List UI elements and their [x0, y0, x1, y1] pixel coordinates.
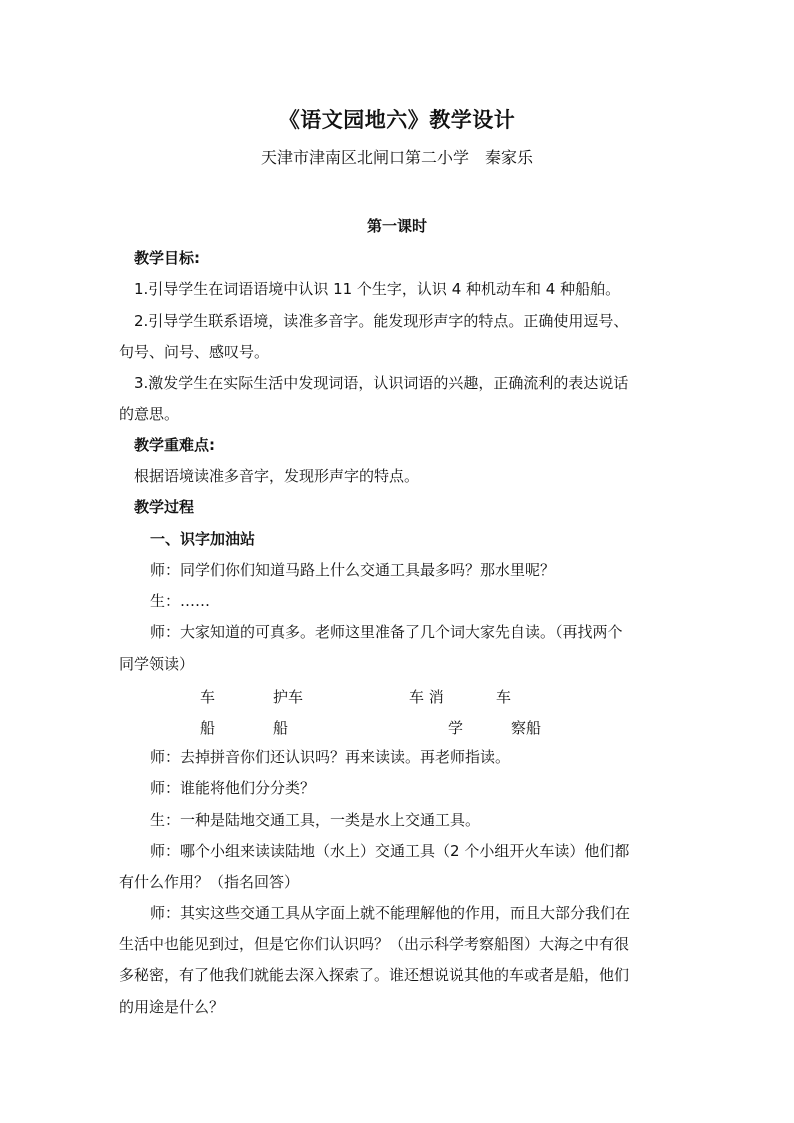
- dialogue-3-line-2: 同学领读）: [119, 655, 195, 673]
- word-cell: 学: [448, 719, 464, 737]
- goals-heading: 教学目标:: [134, 249, 200, 267]
- dialogue-8-line-1: 师：其实这些交通工具从字面上就不能理解他的作用，而且大部分我们在: [150, 904, 631, 922]
- dialogue-8-line-3: 多秘密，有了他我们就能去深入探索了。谁还想说说其他的车或者是船，他们: [119, 966, 630, 984]
- dialogue-5: 师：谁能将他们分分类？: [150, 779, 316, 797]
- document-title: 《语文园地六》教学设计: [278, 108, 516, 132]
- word-cell: 察船: [511, 719, 542, 737]
- word-cell: 车: [200, 688, 216, 706]
- dialogue-8-line-4: 的用途是什么？: [119, 998, 225, 1016]
- goal-3-line-1: 3.激发学生在实际生活中发现词语，认识词语的兴趣，正确流利的表达说话: [134, 374, 629, 392]
- word-cell: 船: [200, 719, 216, 737]
- word-cell: 护车: [273, 688, 304, 706]
- dialogue-8-line-2: 生活中也能见到过，但是它你们认识吗？（出示科学考察船图）大海之中有很: [119, 935, 630, 953]
- dialogue-7-line-2: 有什么作用？（指名回答）: [119, 873, 300, 891]
- process-heading: 教学过程: [134, 498, 195, 516]
- key-points-text: 根据语境读准多音字，发现形声字的特点。: [134, 467, 420, 485]
- goal-3-line-2: 的意思。: [119, 405, 180, 423]
- goal-2-line-1: 2.引导学生联系语境，读准多音字。能发现形声字的特点。正确使用逗号、: [134, 312, 629, 330]
- dialogue-4: 师：去掉拼音你们还认识吗？再来读读。再老师指读。: [150, 748, 511, 766]
- dialogue-7-line-1: 师：哪个小组来读读陆地（水上）交通工具（2 个小组开火车读）他们都: [150, 842, 630, 860]
- dialogue-3-line-1: 师：大家知道的可真多。老师这里准备了几个词大家先自读。（再找两个: [150, 623, 623, 641]
- goal-1: 1.引导学生在词语语境中认识 11 个生字，认识 4 种机动车和 4 种船舶。: [134, 280, 621, 298]
- key-points-heading: 教学重难点:: [134, 436, 215, 454]
- word-cell: 船: [273, 719, 289, 737]
- lesson-heading: 第一课时: [366, 217, 427, 235]
- word-cell: 车: [496, 688, 512, 706]
- dialogue-2: 生：……: [150, 592, 211, 610]
- word-cell: 车 消: [409, 688, 444, 706]
- section-1-heading: 一、识字加油站: [150, 530, 256, 548]
- dialogue-1: 师：同学们你们知道马路上什么交通工具最多吗？那水里呢？: [150, 561, 556, 579]
- goal-2-line-2: 句号、问号、感叹号。: [119, 343, 270, 361]
- author-line: 天津市津南区北闸口第二小学 秦家乐: [260, 148, 533, 167]
- dialogue-6: 生：一种是陆地交通工具，一类是水上交通工具。: [150, 811, 481, 829]
